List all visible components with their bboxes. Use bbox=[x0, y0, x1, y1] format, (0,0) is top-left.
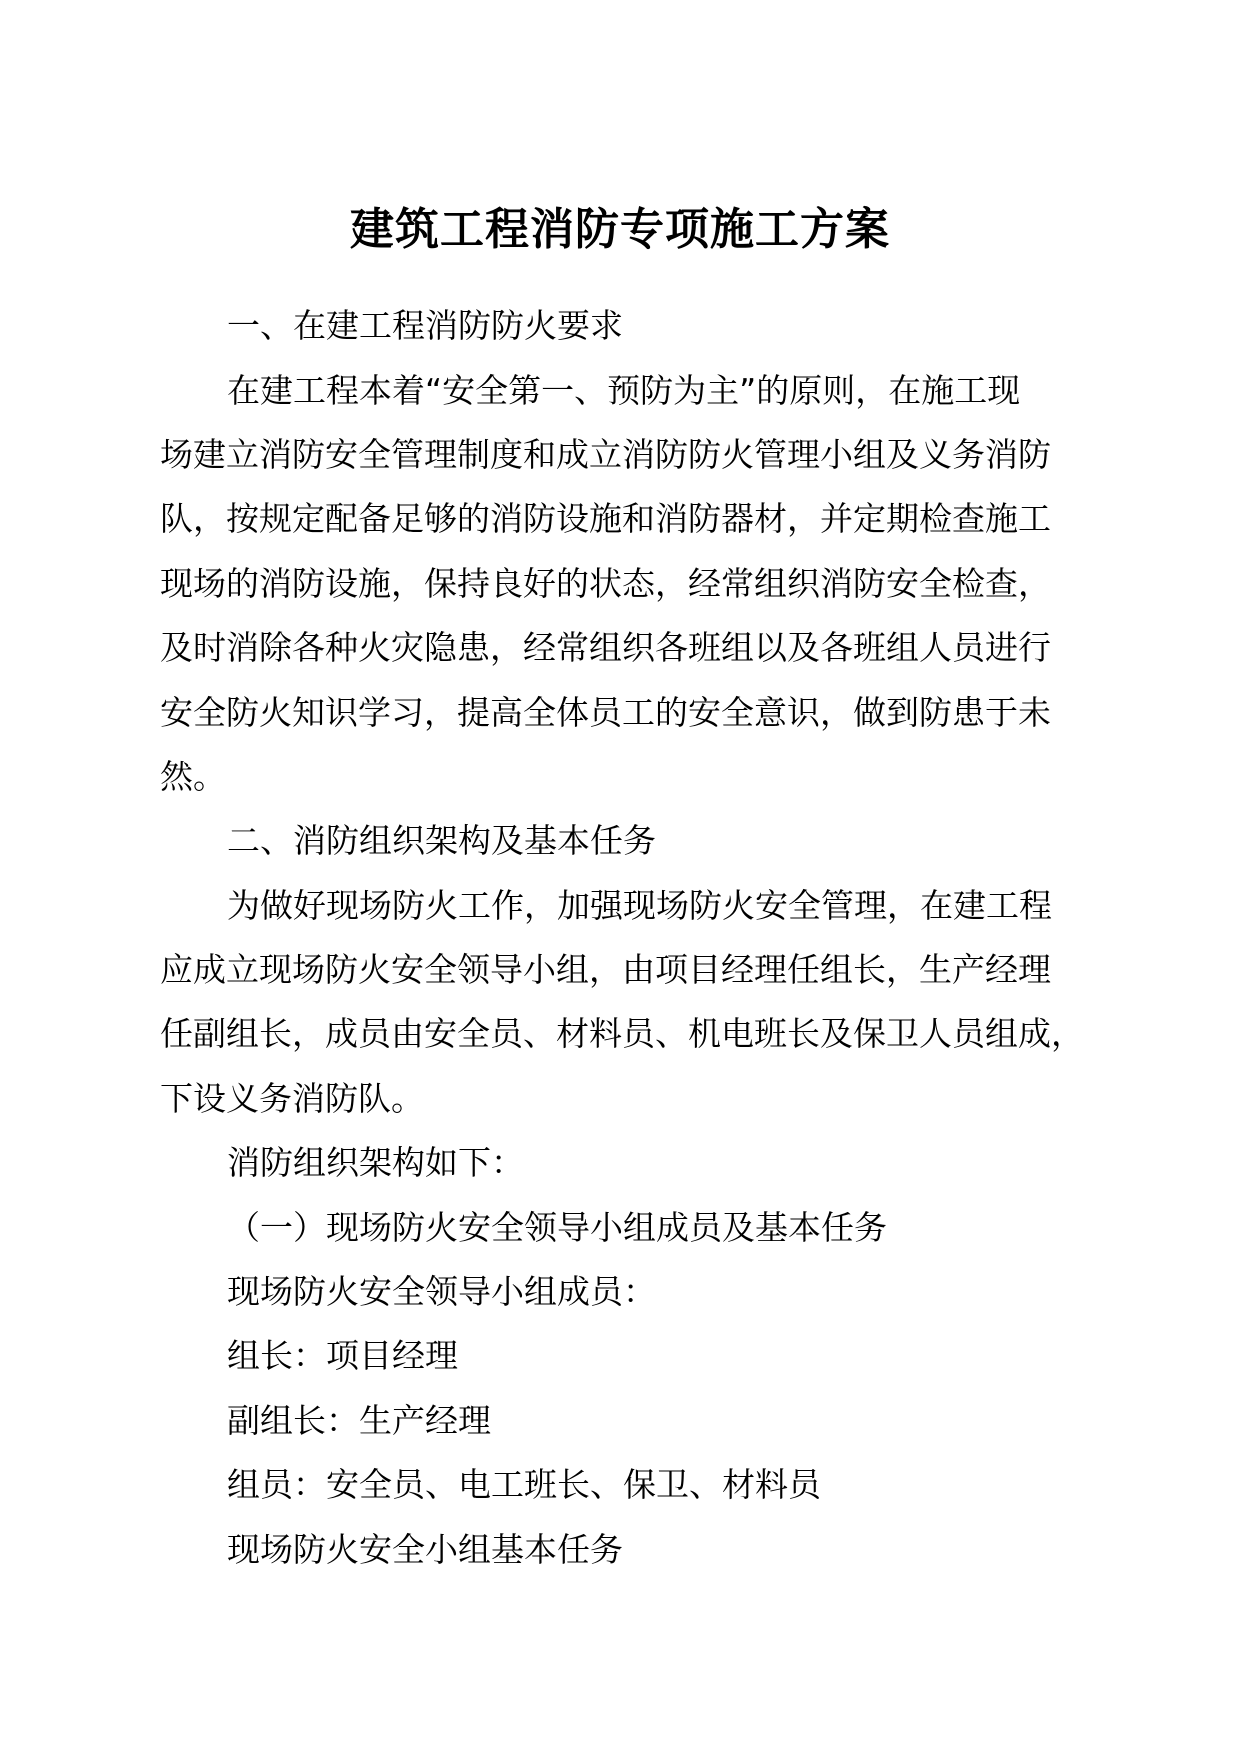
paragraph-line: 现场防火安全领导小组成员： bbox=[227, 1272, 656, 1311]
section-heading-1: 一、在建工程消防防火要求 bbox=[227, 306, 623, 345]
section-heading-2: 二、消防组织架构及基本任务 bbox=[227, 821, 656, 860]
subsection-heading: （一）现场防火安全领导小组成员及基本任务 bbox=[227, 1208, 887, 1247]
paragraph-line: 场建立消防安全管理制度和成立消防防火管理小组及义务消防 bbox=[160, 435, 1051, 474]
paragraph-line: 下设义务消防队。 bbox=[160, 1079, 424, 1118]
paragraph-line: 应成立现场防火安全领导小组，由项目经理任组长，生产经理 bbox=[160, 950, 1051, 989]
paragraph-line: 安全防火知识学习，提高全体员工的安全意识，做到防患于未 bbox=[160, 693, 1051, 732]
paragraph-line: 然。 bbox=[160, 757, 226, 796]
member-line-leader: 组长：项目经理 bbox=[227, 1336, 458, 1375]
paragraph-line: 任副组长，成员由安全员、材料员、机电班长及保卫人员组成， bbox=[160, 1014, 1084, 1053]
member-line-members: 组员：安全员、电工班长、保卫、材料员 bbox=[227, 1465, 821, 1504]
paragraph-line: 及时消除各种火灾隐患，经常组织各班组以及各班组人员进行 bbox=[160, 628, 1051, 667]
paragraph-line: 现场防火安全小组基本任务 bbox=[227, 1530, 623, 1569]
paragraph-line: 在建工程本着“安全第一、预防为主”的原则，在施工现 bbox=[227, 371, 1021, 410]
paragraph-line: 为做好现场防火工作，加强现场防火安全管理，在建工程 bbox=[227, 886, 1052, 925]
paragraph-line: 队，按规定配备足够的消防设施和消防器材，并定期检查施工 bbox=[160, 499, 1051, 538]
paragraph-line: 消防组织架构如下： bbox=[227, 1143, 524, 1182]
document-title: 建筑工程消防专项施工方案 bbox=[350, 204, 890, 255]
member-line-deputy: 副组长：生产经理 bbox=[227, 1401, 491, 1440]
paragraph-line: 现场的消防设施，保持良好的状态，经常组织消防安全检查， bbox=[160, 564, 1051, 603]
